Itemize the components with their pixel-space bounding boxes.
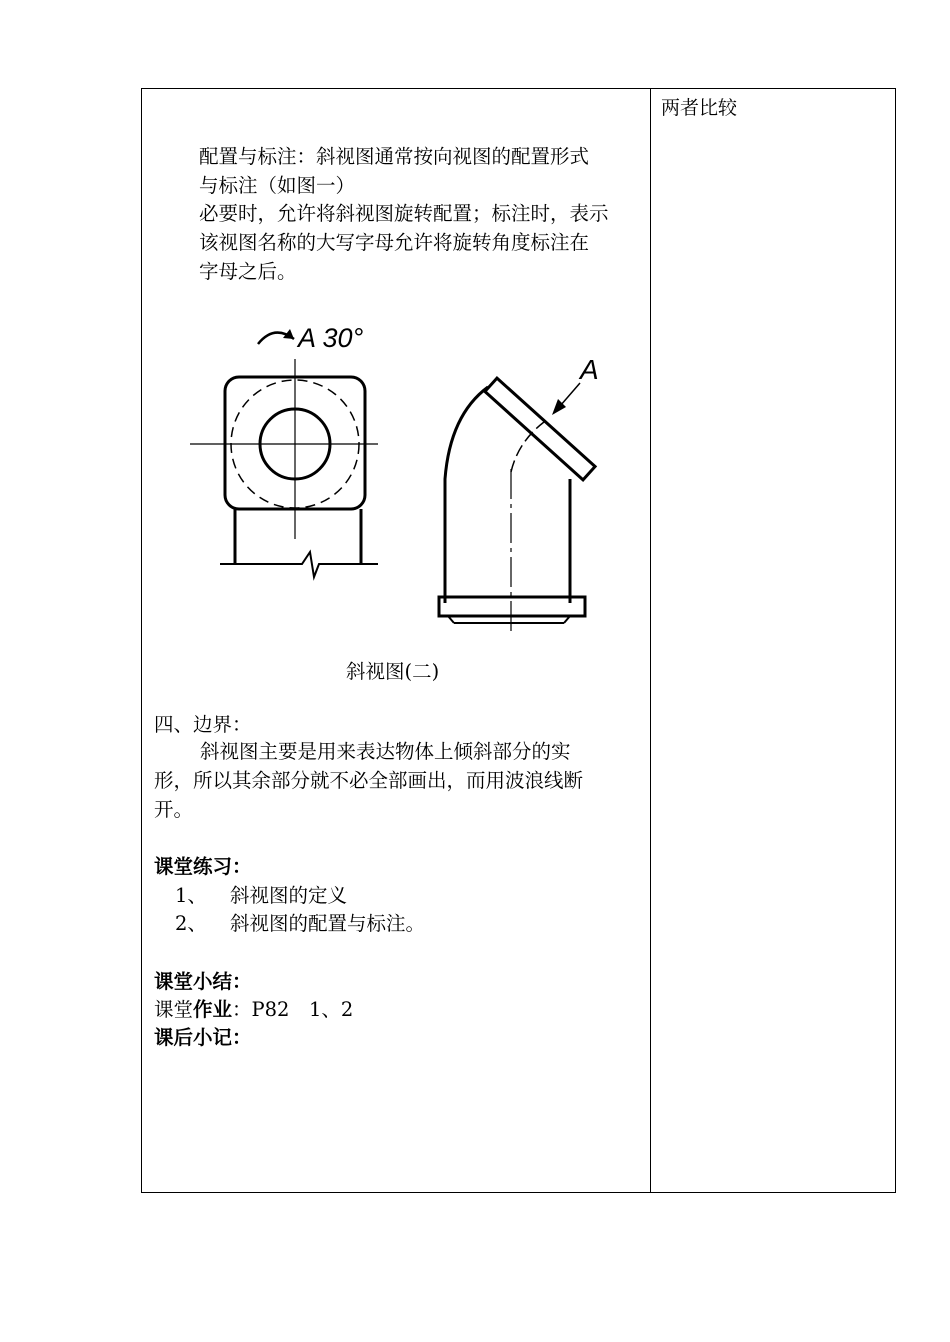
exercise-item-num: 1、 [175,884,207,907]
summary-heading: 课堂小结： [154,970,252,993]
intro-line: 必要时，允许将斜视图旋转配置；标注时，表示 [199,202,609,225]
intro-line: 与标注（如图一） [199,174,356,197]
exercise-item-text: 斜视图的定义 [230,884,348,907]
direction-label: A [580,354,599,385]
content-cell [142,89,650,1192]
homework-label: 作业 [193,998,233,1021]
column-divider [650,89,651,1192]
homework-detail: ：P82 1、2 [232,998,354,1021]
section-heading: 四、边界： [154,713,252,736]
oblique-view-drawing [182,317,602,647]
intro-line: 配置与标注：斜视图通常按向视图的配置形式 [199,145,590,168]
lesson-table [141,88,896,1193]
exercise-item-num: 2、 [175,912,207,935]
rotation-label: A 30° [298,323,364,353]
notes-heading: 课后小记： [154,1026,252,1049]
exercise-item-text: 斜视图的配置与标注。 [230,912,426,935]
section-line: 斜视图主要是用来表达物体上倾斜部分的实 [200,740,571,763]
section-line: 开。 [154,798,194,821]
figure-caption: 斜视图(二) [346,660,440,683]
section-line: 形，所以其余部分就不必全部画出，而用波浪线断 [154,769,584,792]
intro-line: 该视图名称的大写字母允许将旋转角度标注在 [199,231,590,254]
comparison-cell: 两者比较 [661,97,738,119]
homework-line [154,998,353,1022]
homework-prefix: 课堂 [154,998,194,1021]
exercise-heading: 课堂练习： [154,855,252,878]
intro-line: 字母之后。 [199,260,297,283]
